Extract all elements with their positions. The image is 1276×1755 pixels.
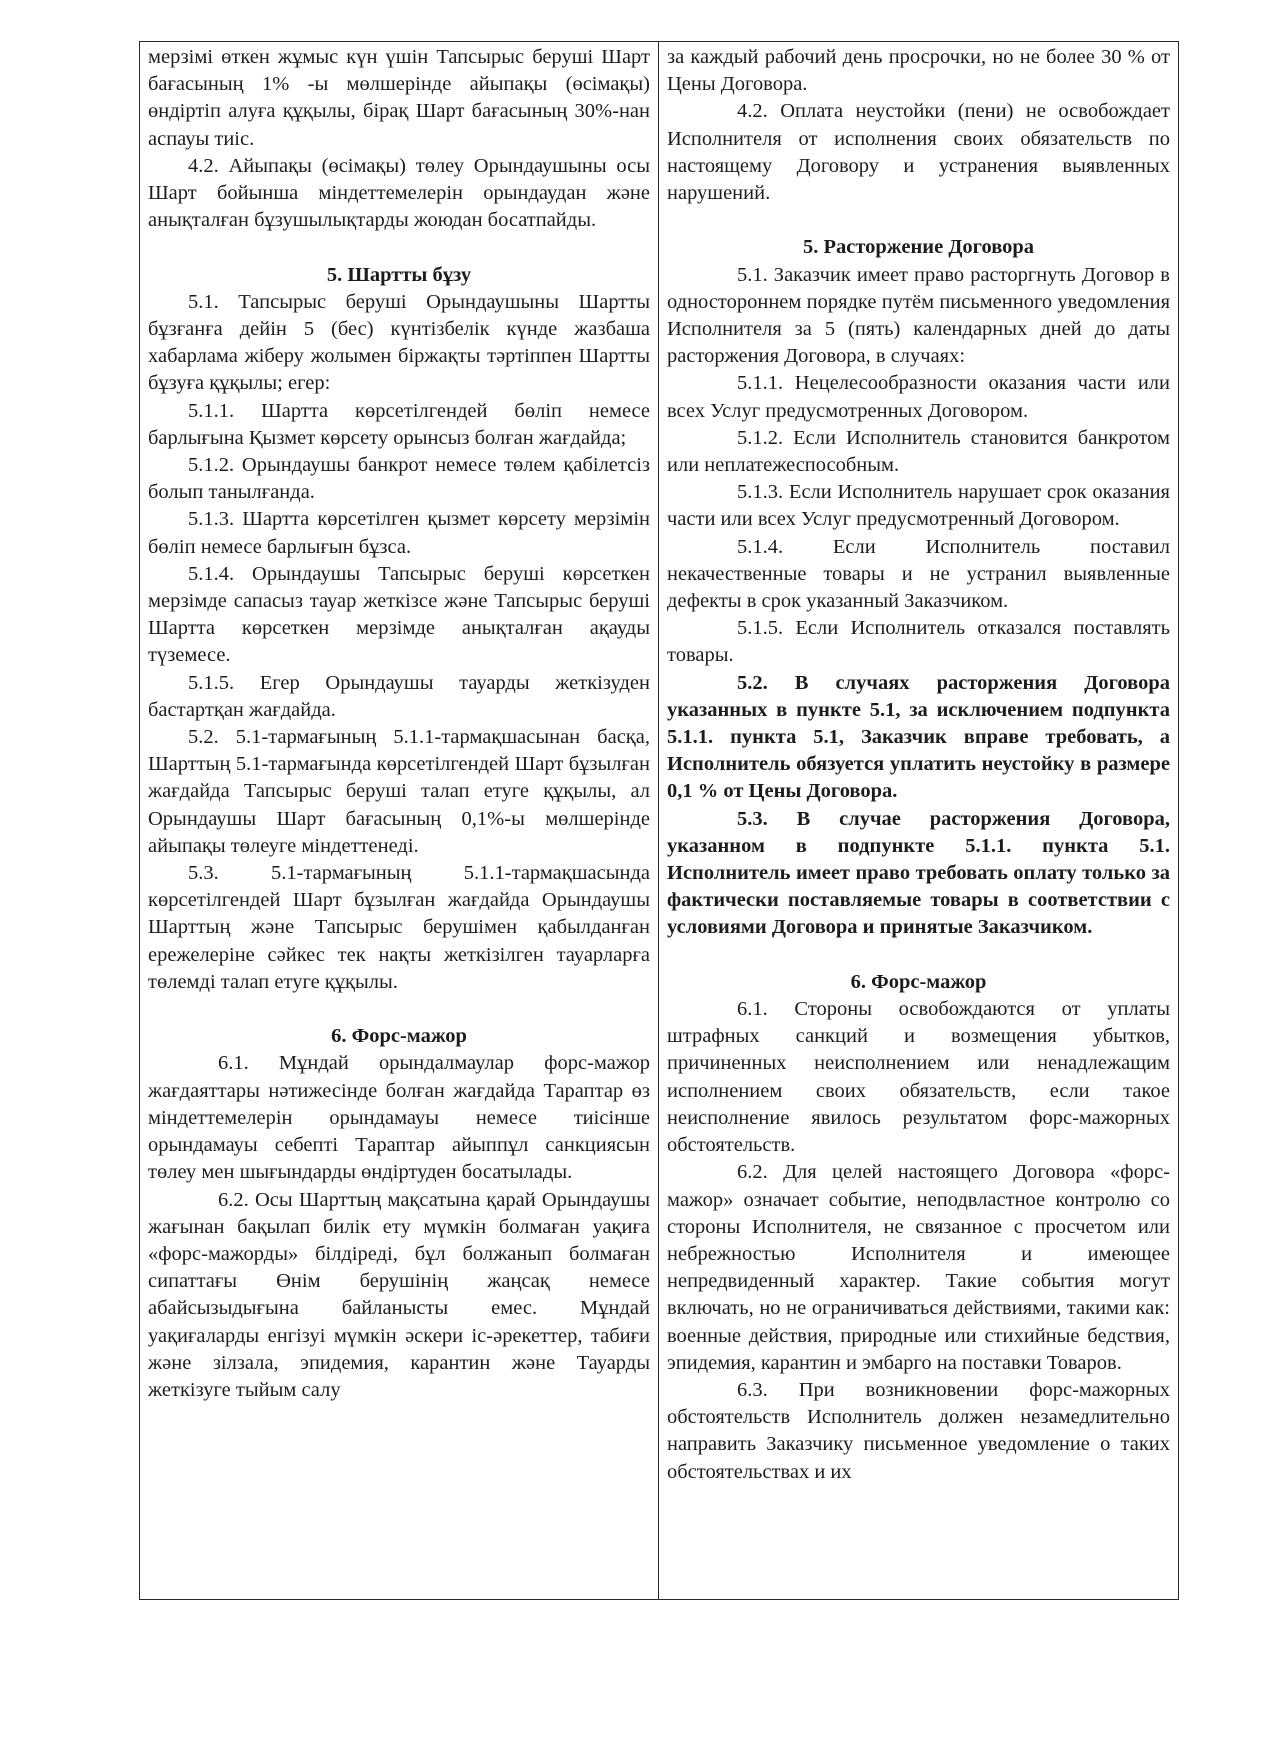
kz-paragraph-5-1-3: 5.1.3. Шартта көрсетілген қызмет көрсету мерзімін бөліп немесе барлығын бұзса. bbox=[148, 508, 650, 558]
ru-paragraph-5-1-3: 5.1.3. Если Исполнитель нарушает срок оказания части или всех Услуг предусмотренный Договором. bbox=[667, 481, 1170, 531]
kz-paragraph-penalty-continued: мерзімі өткен жұмыс күн үшін Тапсырыс беруші Шарт бағасының 1% -ы мөлшерінде айыпақы (өсімақы) өндіртіп алуға құқылы, бірақ Шарт бағасының 30%-нан аспауы тиіс. bbox=[148, 46, 650, 150]
kz-heading-section-5: 5. Шартты бұзу bbox=[326, 263, 472, 286]
kz-paragraph-5-1-1: 5.1.1. Шартта көрсетілгендей бөліп немесе барлығына Қызмет көрсету орынсыз болған жағдайда; bbox=[148, 399, 650, 449]
kz-paragraph-5-2: 5.2. 5.1-тармағының 5.1.1-тармақшасынан басқа, Шарттың 5.1-тармағында көрсетілгендей Шарт бұзылған жағдайда Тапсырыс беруші талап етуге құқылы, ал Орындаушы Шарт бағасының 0,1%-ы мөлшерінде айыпақы төлеуге міндеттенеді. bbox=[148, 726, 650, 857]
ru-paragraph-penalty-continued: за каждый рабочий день просрочки, но не более 30 % от Цены Договора. bbox=[667, 46, 1170, 96]
spacer bbox=[148, 996, 650, 1023]
ru-paragraph-6-2: 6.2. Для целей настоящего Договора «форс-мажор» означает событие, неподвластное контролю со стороны Исполнителя, не связанное с просчетом или небрежностью Исполнителя и имеющее непредвиденный характер. Такие события могут включать, но не ограничиваться действиями, такими как: военные действия, природные или стихийные бедствия, эпидемия, карантин и эмбарго на поставки Товаров. bbox=[667, 1161, 1170, 1374]
kazakh-column bbox=[140, 42, 659, 1599]
kz-heading-section-6: 6. Форс-мажор bbox=[331, 1025, 467, 1048]
ru-paragraph-4-2: 4.2. Оплата неустойки (пени) не освобождает Исполнителя от исполнения своих обязательств по настоящему Договору и устранения выявленных нарушений. bbox=[667, 100, 1170, 205]
spacer bbox=[667, 942, 1170, 969]
ru-paragraph-6-1: 6.1. Стороны освобождаются от уплаты штрафных санкций и возмещения убытков, причиненных неисполнением или ненадлежащим исполнением своих обязательств, если такое неисполнение явилось результатом форс-мажорных обстоятельств. bbox=[667, 998, 1170, 1157]
kz-paragraph-5-1-5: 5.1.5. Егер Орындаушы тауарды жеткізуден бастартқан жағдайда. bbox=[148, 671, 650, 721]
ru-paragraph-5-1: 5.1. Заказчик имеет право расторгнуть Договор в одностороннем порядке путём письменного уведомления Исполнителя за 5 (пять) календарных дней до даты расторжения Договора, в случаях: bbox=[667, 263, 1170, 368]
ru-paragraph-6-3: 6.3. При возникновении форс-мажорных обстоятельств Исполнитель должен незамедлительно направить Заказчику письменное уведомление о таких обстоятельствах и их bbox=[667, 1378, 1170, 1483]
kz-paragraph-4-2: 4.2. Айыпақы (өсімақы) төлеу Орындаушыны осы Шарт бойынша міндеттемелерін орындаудан және анықталған бұзушылықтарды жоюдан босатпайды. bbox=[148, 154, 650, 232]
ru-paragraph-5-3: 5.3. В случае расторжения Договора, указанном в подпункте 5.1.1. пункта 5.1. Исполнитель имеет право требовать оплату только за фактически поставляемые товары в соответствии с условиями Договора и принятые Заказчиком. bbox=[667, 807, 1170, 939]
ru-paragraph-5-1-4: 5.1.4. Если Исполнитель поставил некачественные товары и не устранил выявленные дефекты в срок указанный Заказчиком. bbox=[667, 535, 1170, 613]
bilingual-contract-table bbox=[139, 41, 1179, 1600]
ru-paragraph-5-1-2: 5.1.2. Если Исполнитель становится банкротом или неплатежеспособным. bbox=[667, 426, 1170, 477]
kz-paragraph-5-1-4: 5.1.4. Орындаушы Тапсырыс беруші көрсеткен мерзімде сапасыз тауар жеткізсе және Тапсырыс беруші Шартта көрсеткен мерзімде анықталған ақауды түземесе. bbox=[148, 562, 650, 667]
kz-paragraph-5-1: 5.1. Тапсырыс беруші Орындаушыны Шартты бұзғанға дейін 5 (бес) күнтізбелік күнде жазбаша хабарлама жіберу жолымен біржақты тәртіппен Шартты бұзуға құқылы; егер: bbox=[148, 290, 650, 395]
ru-paragraph-5-1-5: 5.1.5. Если Исполнитель отказался поставлять товары. bbox=[667, 617, 1170, 667]
ru-paragraph-5-2: 5.2. В случаях расторжения Договора указанных в пункте 5.1, за исключением подпункта 5.1.1. пункта 5.1, Заказчик вправе требовать, а Исполнитель обязуется уплатить неустойку в размере 0,1 % от Цены Договора. bbox=[667, 671, 1170, 803]
kz-paragraph-5-1-2: 5.1.2. Орындаушы банкрот немесе төлем қабілетсіз болып танылғанда. bbox=[148, 454, 650, 504]
kz-paragraph-5-3: 5.3. 5.1-тармағының 5.1.1-тармақшасында көрсетілгендей Шарт бұзылған жағдайда Орындаушы Шарттың және Тапсырыс берушімен қабылданған ережелеріне сәйкес тек нақты жеткізілген тауарларға төлемді талап етуге құқылы. bbox=[148, 862, 650, 993]
ru-paragraph-5-1-1: 5.1.1. Нецелесообразности оказания части или всех Услуг предусмотренных Договором. bbox=[667, 372, 1170, 422]
spacer bbox=[667, 207, 1170, 234]
spacer bbox=[148, 234, 650, 261]
ru-heading-section-6: 6. Форс-мажор bbox=[850, 970, 987, 993]
russian-column bbox=[659, 42, 1178, 1599]
ru-heading-section-5: 5. Расторжение Договора bbox=[802, 236, 1035, 259]
kz-paragraph-6-1: 6.1. Мұндай орындалмаулар форс-мажор жағдаяттары нәтижесінде болған жағдайда Тараптар өз міндеттемелерін орындамауы немесе тиісінше орындамауы себепті Тараптар айыппұл санкциясын төлеу мен шығындарды өндіртуден босатылады. bbox=[148, 1052, 650, 1184]
kz-paragraph-6-2: 6.2. Осы Шарттың мақсатына қарай Орындаушы жағынан бақылап билік ету мүмкін болмаған уақиға «форс-мажорды» білдіреді, бұл болжанып болмаған сипаттағы Өнім берушінің жаңсақ немесе абайсызыдығына байланысты емес. Мұндай уақиғаларды енгізуі мүмкін әскери іс-әрекеттер, табиғи және зілзала, эпидемия, карантин және Тауарды жеткізуге тыйым салу bbox=[148, 1188, 650, 1401]
